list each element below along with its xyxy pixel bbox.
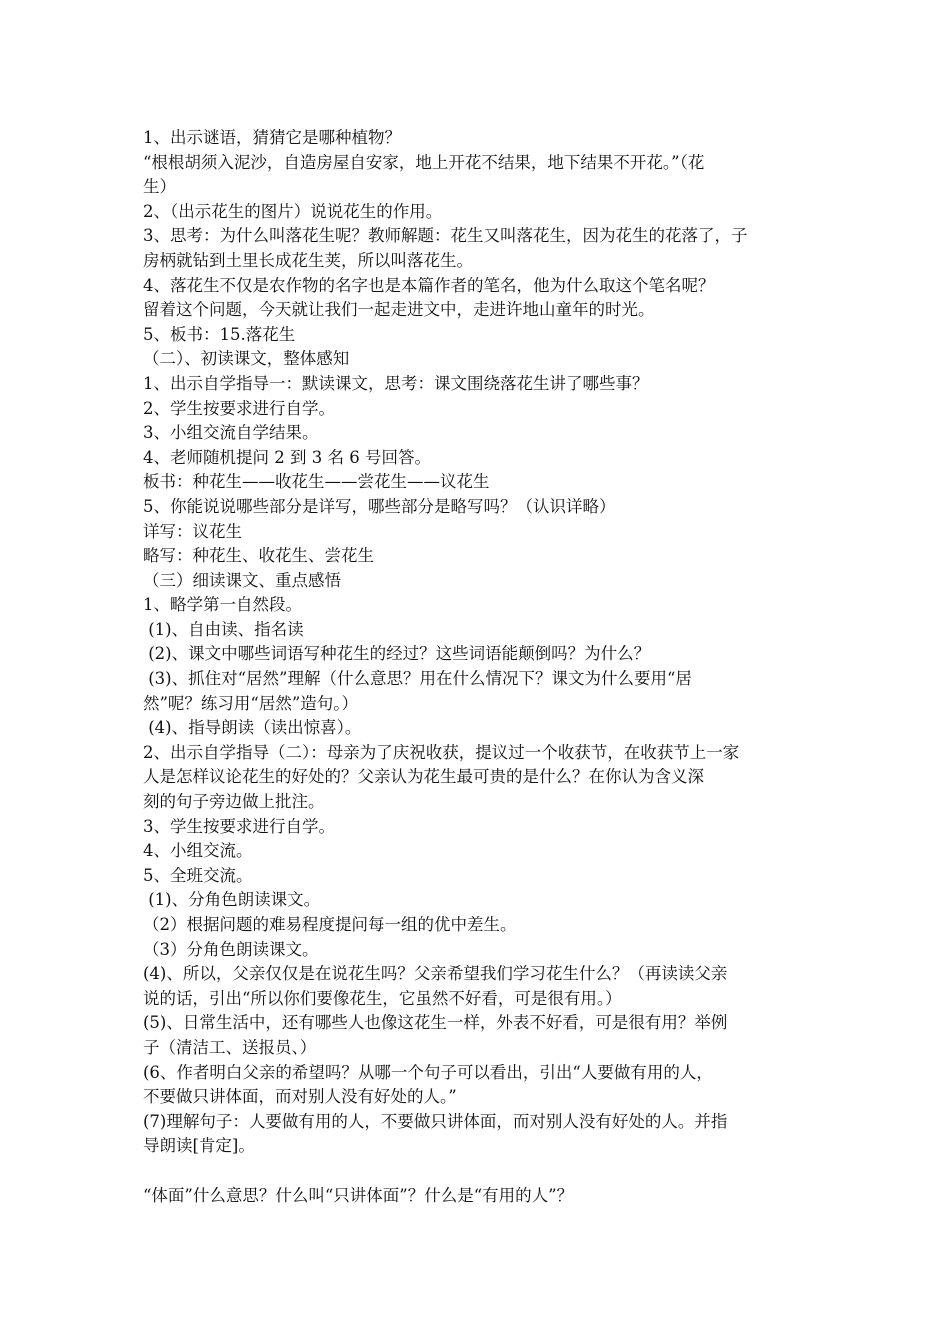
text-line: 4、老师随机提问 2 到 3 名 6 号回答。 (143, 447, 431, 467)
text-line: 然”呢？练习用“居然”造句。） (143, 693, 359, 713)
text-line: (1)、自由读、指名读 (143, 619, 304, 639)
text-line: 详写：议花生 (143, 521, 242, 541)
text-line: 1、出示自学指导一：默读课文，思考：课文围绕落花生讲了哪些事？ (143, 373, 649, 393)
text-line: 4、落花生不仅是农作物的名字也是本篇作者的笔名，他为什么取这个笔名呢？ (143, 275, 715, 295)
text-line: 2、出示自学指导（二）：母亲为了庆祝收获，提议过一个收获节，在收获节上一家 (143, 742, 740, 762)
text-line: (5)、日常生活中，还有哪些人也像这花生一样，外表不好看，可是很有用？举例 (143, 1013, 728, 1033)
text-line: 2、（出示花生的图片）说说花生的作用。 (143, 201, 443, 221)
text-line: 导朗读[肯定]。 (143, 1136, 255, 1156)
text-line: 5、全班交流。 (143, 865, 253, 885)
text-line: 留着这个问题，今天就让我们一起走进文中，走进许地山童年的时光。 (143, 300, 655, 320)
text-line: 1、略学第一自然段。 (143, 595, 302, 615)
text-line: 说的话，引出“所以你们要像花生，它虽然不好看，可是很有用。） (143, 988, 622, 1008)
blank-line (143, 1159, 810, 1184)
text-line: 2、学生按要求进行自学。 (143, 398, 335, 418)
text-line: “根根胡须入泥沙，自造房屋自安家，地上开花不结果，地下结果不开花。”（花 (143, 152, 705, 172)
text-line: (1)、分角色朗读课文。 (143, 890, 321, 910)
section-heading: （三）细读课文、重点感悟 (143, 570, 341, 590)
text-line: 刻的句子旁边做上批注。 (143, 792, 325, 812)
document-body (143, 126, 810, 1208)
text-line: 5、板书：15.落花生 (143, 324, 296, 344)
text-line: （2）根据问题的难易程度提问每一组的优中差生。 (143, 915, 517, 934)
text-line: 略写：种花生、收花生、尝花生 (143, 546, 374, 566)
text-line: 3、思考：为什么叫落花生呢？教师解题：花生又叫落花生，因为花生的花落了，子 (143, 226, 748, 246)
text-line: (3)、抓住对“居然”理解（什么意思？用在什么情况下？课文为什么要用“居 (143, 669, 692, 689)
text-line: (2)、课文中哪些词语写种花生的经过？这些词语能颠倒吗？为什么？ (143, 644, 651, 664)
text-line: 3、小组交流自学结果。 (143, 423, 319, 443)
text-line: 不要做只讲体面，而对别人没有好处的人。” (143, 1087, 457, 1107)
section-heading: （二）、初读课文，整体感知 (143, 349, 350, 369)
text-line: 5、你能说说哪些部分是详写，哪些部分是略写吗？（认识详略） (143, 496, 616, 516)
text-line: 生） (143, 177, 176, 197)
text-line: （3）分角色朗读课文。 (143, 939, 319, 959)
text-line: 房柄就钻到土里长成花生荚，所以叫落花生。 (143, 250, 473, 270)
text-line: (6、作者明白父亲的希望吗？从哪一个句子可以看出，引出“人要做有用的人， (143, 1062, 713, 1082)
text-line: 板书：种花生——收花生——尝花生——议花生 (143, 472, 490, 492)
text-line: 3、学生按要求进行自学。 (143, 816, 335, 836)
text-line: 4、小组交流。 (143, 841, 253, 861)
text-line: (4)、指导朗读（读出惊喜）。 (143, 718, 362, 738)
text-line: (7)理解句子：人要做有用的人，不要做只讲体面，而对别人没有好处的人。并指 (143, 1111, 728, 1131)
text-line: 1、出示谜语，猜猜它是哪种植物？ (143, 128, 401, 147)
text-line: 人是怎样议论花生的好处的？父亲认为花生最可贵的是什么？在你认为含义深 (143, 767, 704, 787)
text-line: “体面”什么意思？什么叫“只讲体面”？什么是“有用的人”？ (143, 1185, 574, 1205)
text-line: 子（清洁工、送报员、） (143, 1037, 317, 1057)
text-line: (4)、所以，父亲仅仅是在说花生吗？父亲希望我们学习花生什么？（再读读父亲 (143, 964, 728, 984)
